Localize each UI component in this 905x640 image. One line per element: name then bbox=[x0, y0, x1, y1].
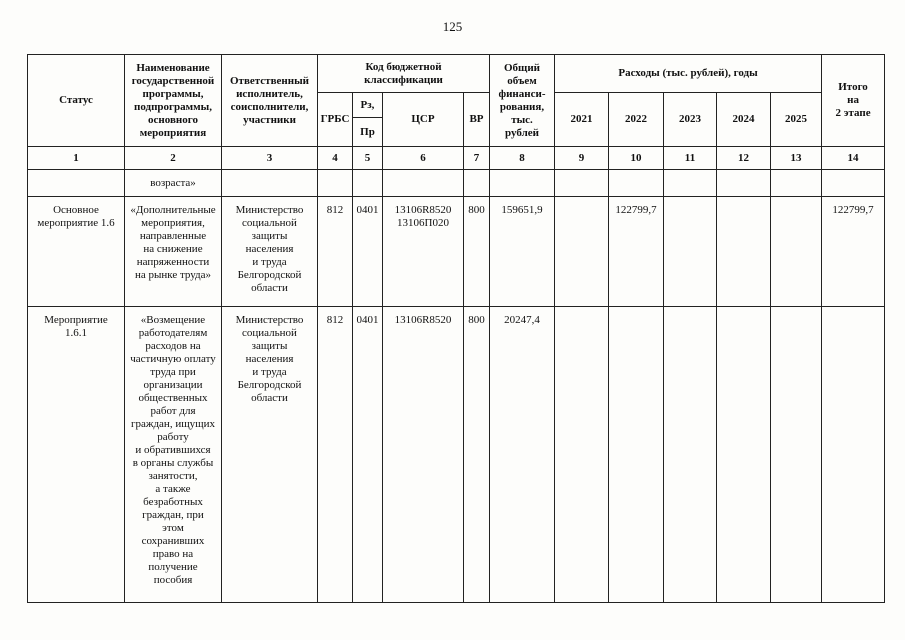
column-number: 12 bbox=[717, 147, 771, 170]
header-year: 2023 bbox=[664, 93, 717, 147]
header-csr: ЦСР bbox=[383, 93, 464, 147]
row-csr: 13106R8520 13106П020 bbox=[383, 197, 464, 307]
row-rzpr: 0401 bbox=[353, 307, 383, 603]
header-status: Статус bbox=[28, 55, 125, 147]
header-year: 2024 bbox=[717, 93, 771, 147]
row-vr: 800 bbox=[464, 307, 490, 603]
header-vr: ВР bbox=[464, 93, 490, 147]
column-number: 8 bbox=[490, 147, 555, 170]
column-number: 11 bbox=[664, 147, 717, 170]
column-number: 10 bbox=[609, 147, 664, 170]
header-rz-pr bbox=[353, 93, 383, 147]
row-responsible: Министерство социальной защиты населения и труда Белгородской области bbox=[222, 307, 318, 603]
header-pr: Пр bbox=[353, 117, 382, 146]
row-2024 bbox=[717, 307, 771, 603]
header-total-stage: Итого на 2 этапе bbox=[822, 55, 885, 147]
table-row bbox=[28, 307, 885, 603]
row-2023 bbox=[664, 307, 717, 603]
row-csr: 13106R8520 bbox=[383, 307, 464, 603]
row-2025 bbox=[771, 197, 822, 307]
row-total: 159651,9 bbox=[490, 197, 555, 307]
row-2022 bbox=[609, 307, 664, 603]
row-stage-total: 122799,7 bbox=[822, 197, 885, 307]
row-stage-total bbox=[822, 307, 885, 603]
row-grbs: 812 bbox=[318, 197, 353, 307]
column-number: 7 bbox=[464, 147, 490, 170]
row-rzpr: 0401 bbox=[353, 197, 383, 307]
row-2024 bbox=[717, 197, 771, 307]
column-number: 14 bbox=[822, 147, 885, 170]
column-number: 2 bbox=[125, 147, 222, 170]
column-number: 3 bbox=[222, 147, 318, 170]
column-number: 6 bbox=[383, 147, 464, 170]
row-name: «Дополнительные мероприятия, направленные на снижение напряженности на рынке труда» bbox=[125, 197, 222, 307]
row-status: Основное мероприятие 1.6 bbox=[28, 197, 125, 307]
header-year: 2022 bbox=[609, 93, 664, 147]
column-number: 1 bbox=[28, 147, 125, 170]
header-year: 2021 bbox=[555, 93, 609, 147]
header-rz: Рз, bbox=[360, 99, 375, 111]
header-year: 2025 bbox=[771, 93, 822, 147]
column-number: 13 bbox=[771, 147, 822, 170]
row-vr: 800 bbox=[464, 197, 490, 307]
row-2025 bbox=[771, 307, 822, 603]
header-expenses: Расходы (тыс. рублей), годы bbox=[555, 55, 822, 93]
row-2021 bbox=[555, 307, 609, 603]
row-total: 20247,4 bbox=[490, 307, 555, 603]
column-number: 9 bbox=[555, 147, 609, 170]
row-grbs: 812 bbox=[318, 307, 353, 603]
table-row bbox=[28, 197, 885, 307]
header-total-volume: Общий объем финанси- рования, тыс. рублей bbox=[490, 55, 555, 147]
row-status: Мероприятие 1.6.1 bbox=[28, 307, 125, 603]
continuation-row bbox=[28, 170, 885, 197]
header-budget-code: Код бюджетной классификации bbox=[318, 55, 490, 93]
column-number: 5 bbox=[353, 147, 383, 170]
header-name: Наименование государственной программы, подпрограммы, основного мероприятия bbox=[125, 55, 222, 147]
row-name: «Возмещение работодателям расходов на частичную оплату труда при организации общественных работ для граждан, ищущих работу и обратившихся в органы службы занятости, а также безработных граждан, при этом сохранивших право на получение пособия bbox=[125, 307, 222, 603]
continuation-name: возраста» bbox=[125, 170, 222, 197]
row-2023 bbox=[664, 197, 717, 307]
page-number: 125 bbox=[442, 19, 463, 34]
header-responsible: Ответственный исполнитель, соисполнители, участники bbox=[222, 55, 318, 147]
row-2021 bbox=[555, 197, 609, 307]
column-number-row bbox=[28, 147, 885, 170]
row-2022: 122799,7 bbox=[609, 197, 664, 307]
column-number: 4 bbox=[318, 147, 353, 170]
budget-table bbox=[27, 54, 885, 603]
header-grbs: ГРБС bbox=[318, 93, 353, 147]
row-responsible: Министерство социальной защиты населения и труда Белгородской области bbox=[222, 197, 318, 307]
